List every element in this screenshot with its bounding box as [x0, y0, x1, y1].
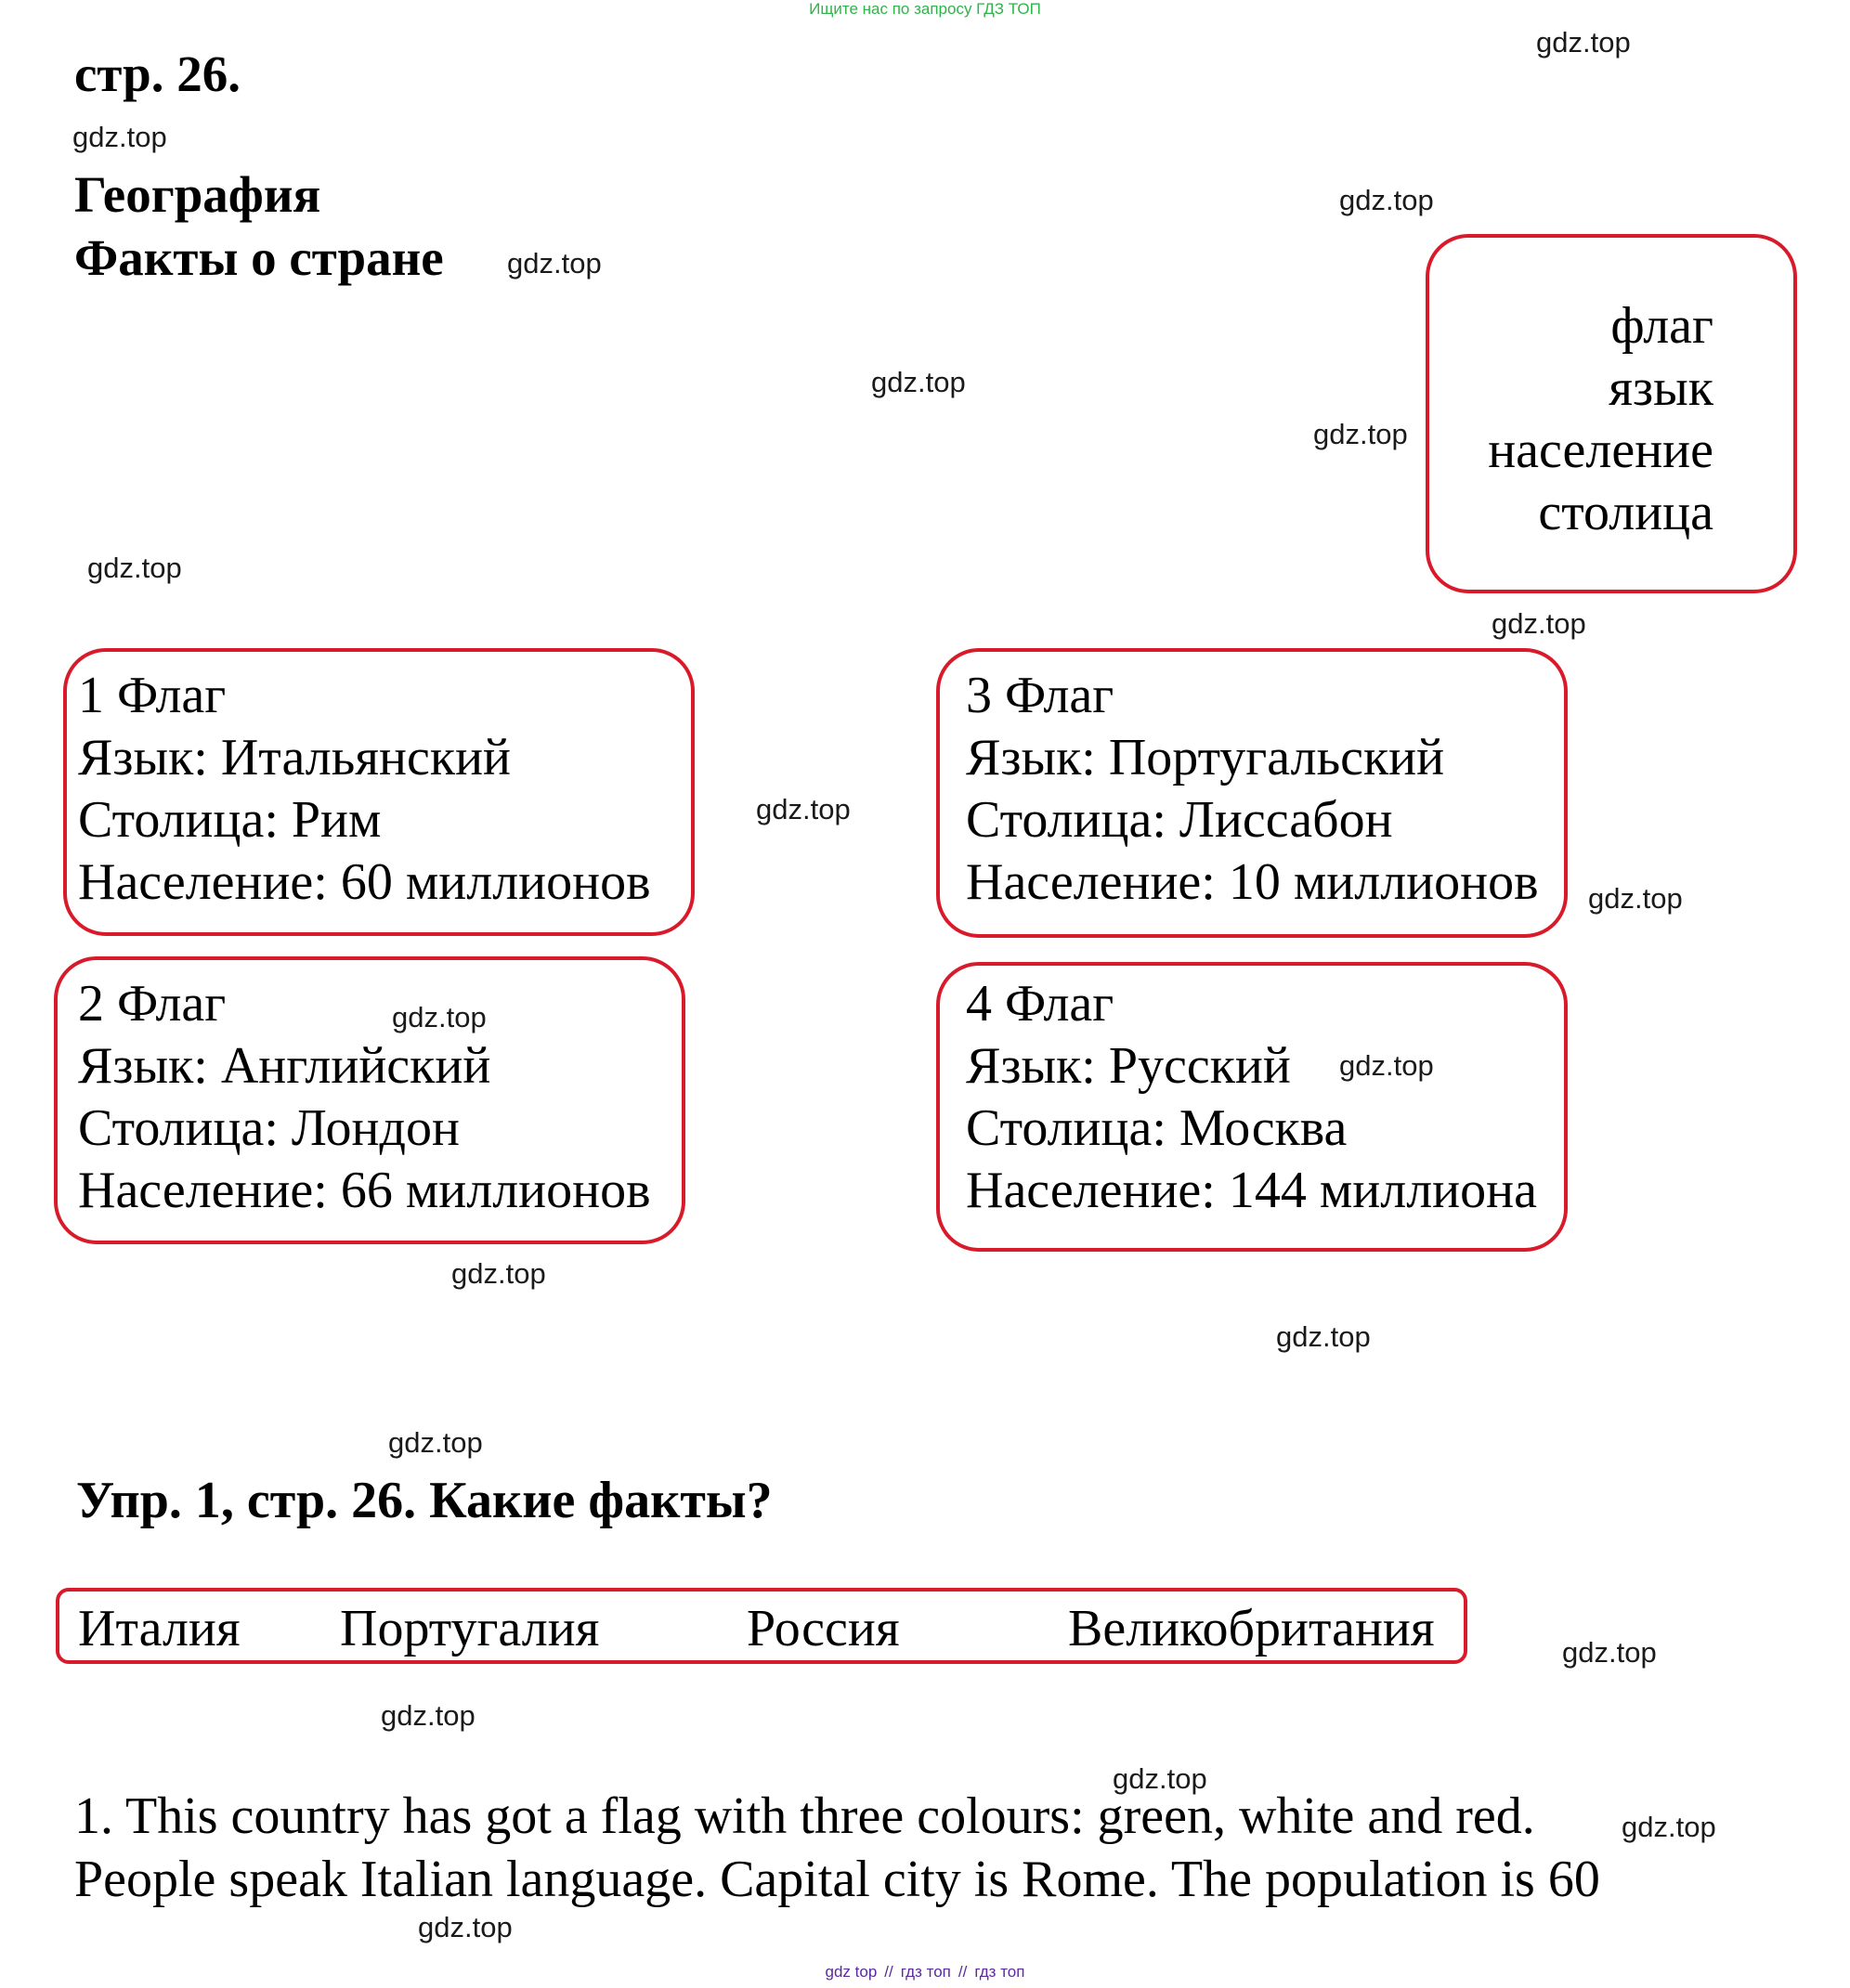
answer-paragraph	[74, 1785, 1600, 1911]
watermark: gdz.top	[381, 1699, 476, 1732]
card-capital: Столица: Лондон	[78, 1099, 460, 1157]
card-population: Население: 144 миллиона	[966, 1162, 1537, 1219]
subject-heading: География	[74, 166, 321, 223]
card-language: Язык: Португальский	[966, 729, 1445, 786]
watermark: gdz.top	[1622, 1811, 1716, 1843]
card-capital: Столица: Рим	[78, 791, 382, 849]
footer-link-gdz-top-ru[interactable]: гдз топ	[900, 1963, 951, 1981]
watermark: gdz.top	[1588, 882, 1683, 915]
watermark: gdz.top	[87, 552, 182, 584]
footer-separator: //	[884, 1963, 893, 1981]
footer-link-gdz-top-ru-2[interactable]: гдз топ	[974, 1963, 1025, 1981]
country-options-row	[56, 1588, 1467, 1664]
exercise-heading: Упр. 1, стр. 26. Какие факты?	[76, 1472, 773, 1529]
keyword-flag: флаг	[1610, 297, 1713, 355]
watermark: gdz.top	[388, 1426, 483, 1459]
country-card-4	[936, 962, 1568, 1252]
country-card-1	[63, 648, 695, 936]
card-population: Население: 66 миллионов	[78, 1162, 651, 1219]
keywords-box	[1426, 234, 1797, 593]
country-russia: Россия	[747, 1600, 900, 1657]
card-language: Язык: Английский	[78, 1037, 491, 1095]
keyword-language: язык	[1609, 359, 1713, 417]
watermark: gdz.top	[392, 1001, 487, 1033]
top-banner[interactable]: Ищите нас по запросу ГДЗ ТОП	[809, 0, 1041, 18]
watermark: gdz.top	[1313, 418, 1408, 450]
country-card-3	[936, 648, 1568, 938]
watermark: gdz.top	[72, 121, 167, 153]
card-capital: Столица: Лиссабон	[966, 791, 1393, 849]
watermark: gdz.top	[871, 366, 966, 398]
footer-link-gdz-top[interactable]: gdz top	[825, 1963, 878, 1981]
watermark: gdz.top	[1339, 184, 1434, 216]
card-population: Население: 10 миллионов	[966, 853, 1539, 911]
country-great-britain: Великобритания	[1068, 1600, 1435, 1657]
watermark: gdz.top	[756, 793, 851, 825]
card-title: 3 Флаг	[966, 667, 1114, 724]
card-population: Население: 60 миллионов	[78, 853, 651, 911]
watermark: gdz.top	[451, 1257, 546, 1290]
footer-links	[0, 1963, 1850, 1982]
watermark: gdz.top	[507, 247, 602, 279]
watermark: gdz.top	[418, 1911, 513, 1943]
keyword-population: население	[1488, 422, 1713, 479]
watermark: gdz.top	[1113, 1762, 1207, 1795]
watermark: gdz.top	[1492, 607, 1586, 640]
watermark: gdz.top	[1339, 1049, 1434, 1082]
keyword-capital: столица	[1538, 484, 1713, 541]
card-title: 1 Флаг	[78, 667, 227, 724]
watermark: gdz.top	[1536, 26, 1631, 58]
answer-line-1: 1. This country has got a flag with three colours: green, white and red.	[74, 1787, 1535, 1845]
card-title: 2 Флаг	[78, 975, 227, 1033]
country-portugal: Португалия	[340, 1600, 600, 1657]
page-label: стр. 26.	[74, 45, 241, 102]
answer-line-2: People speak Italian language. Capital city is Rome. The population is 60	[74, 1851, 1600, 1908]
topic-heading: Факты о стране	[74, 229, 444, 286]
country-italy: Италия	[78, 1600, 241, 1657]
card-title: 4 Флаг	[966, 975, 1114, 1033]
card-language: Язык: Русский	[966, 1037, 1291, 1095]
watermark: gdz.top	[1562, 1636, 1657, 1669]
card-capital: Столица: Москва	[966, 1099, 1348, 1157]
footer-separator: //	[958, 1963, 968, 1981]
watermark: gdz.top	[1276, 1320, 1371, 1353]
country-card-2	[54, 956, 685, 1244]
card-language: Язык: Итальянский	[78, 729, 512, 786]
